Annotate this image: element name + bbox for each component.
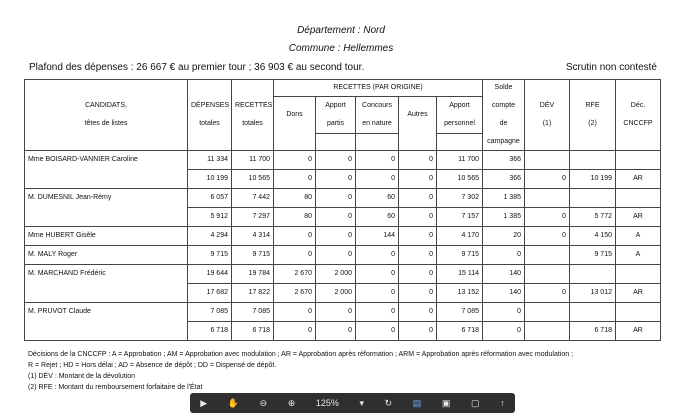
- cell-apport-perso: 10 565: [437, 170, 483, 189]
- cell-dons: 0: [274, 151, 316, 170]
- col-recettes-2: totales: [232, 115, 274, 134]
- table-row: [25, 227, 661, 246]
- col-dev-2: (1): [525, 115, 570, 134]
- col-depenses-2: totales: [188, 115, 232, 134]
- table-row: [25, 322, 661, 341]
- cell-apport-partis: 0: [316, 227, 356, 246]
- cell-depenses: 7 085: [188, 303, 232, 322]
- col-recettes-bottom: [232, 134, 274, 151]
- cell-concours: 0: [356, 246, 399, 265]
- cell-rfe: 4 150: [570, 227, 616, 246]
- col-dec-1: Déc.: [616, 97, 661, 116]
- cell-dec: A: [616, 246, 661, 265]
- cell-dev: [525, 265, 570, 284]
- cell-solde: 366: [483, 170, 525, 189]
- col-dons-bottom: [274, 134, 316, 151]
- cell-apport-perso: 7 157: [437, 208, 483, 227]
- cell-apport-partis: 2 000: [316, 284, 356, 303]
- cell-dec: [616, 189, 661, 208]
- cell-apport-perso: 11 700: [437, 151, 483, 170]
- col-candidats-top: [25, 80, 188, 97]
- table-row: [25, 246, 661, 265]
- cell-apport-partis: 0: [316, 303, 356, 322]
- cell-recettes: 19 784: [232, 265, 274, 284]
- cell-autres: 0: [399, 170, 437, 189]
- cell-apport-perso: 13 152: [437, 284, 483, 303]
- cell-apport-perso: 9 715: [437, 246, 483, 265]
- cell-autres: 0: [399, 265, 437, 284]
- cell-apport-partis: 2 000: [316, 265, 356, 284]
- hand-icon[interactable]: ✋: [227, 397, 240, 408]
- cell-dons: 80: [274, 208, 316, 227]
- pdf-toolbar: [190, 393, 515, 413]
- col-apport-perso-2: personnel: [437, 115, 483, 134]
- col-solde-1: Solde: [483, 80, 525, 97]
- col-apport-partis-bottom: [316, 134, 356, 151]
- cell-solde: 366: [483, 151, 525, 170]
- col-depenses-1: DÉPENSES: [188, 97, 232, 116]
- table-row: [25, 189, 661, 208]
- legend-dev: (1) DÉV : Montant de la dévolution: [28, 373, 136, 380]
- rotate-icon[interactable]: ↻: [384, 397, 393, 408]
- col-recettes-1: RECETTES: [232, 97, 274, 116]
- cell-dons: 80: [274, 189, 316, 208]
- cell-recettes: 7 297: [232, 208, 274, 227]
- table-row: [25, 284, 661, 303]
- cell-dev: 0: [525, 208, 570, 227]
- col-rfe-top: [570, 80, 616, 97]
- cell-dev: 0: [525, 284, 570, 303]
- cell-depenses: 4 294: [188, 227, 232, 246]
- cell-depenses: 11 334: [188, 151, 232, 170]
- col-candidats-1: CANDIDATS,: [25, 97, 188, 116]
- col-dec-bottom: [616, 134, 661, 151]
- col-solde-3: de: [483, 115, 525, 134]
- commune-title: Commune : Hellemmes: [288, 43, 394, 54]
- cell-concours: 0: [356, 303, 399, 322]
- cell-autres: 0: [399, 151, 437, 170]
- cell-recettes: 9 715: [232, 246, 274, 265]
- cell-dec: AR: [616, 208, 661, 227]
- cell-autres: 0: [399, 208, 437, 227]
- table-row: [25, 170, 661, 189]
- candidate-name: M. DUMESNIL Jean-Rémy: [25, 189, 188, 208]
- col-dons: Dons: [274, 97, 316, 134]
- cell-apport-partis: 0: [316, 322, 356, 341]
- cell-dons: 0: [274, 246, 316, 265]
- cell-apport-partis: 0: [316, 170, 356, 189]
- cell-solde: 140: [483, 265, 525, 284]
- cell-solde: 0: [483, 322, 525, 341]
- cell-solde: 20: [483, 227, 525, 246]
- zoom-level[interactable]: 125%: [315, 398, 339, 408]
- cell-rfe: [570, 303, 616, 322]
- cell-autres: 0: [399, 322, 437, 341]
- col-apport-partis-2: partis: [316, 115, 356, 134]
- cell-recettes: 10 565: [232, 170, 274, 189]
- cell-dec: [616, 303, 661, 322]
- table-row: [25, 265, 661, 284]
- cell-dev: 0: [525, 227, 570, 246]
- cell-apport-partis: 0: [316, 246, 356, 265]
- col-autres: Autres: [399, 97, 437, 134]
- candidate-name: Mme BOISARD-VANNIER Caroline: [25, 151, 188, 170]
- cell-dec: AR: [616, 322, 661, 341]
- results-table: [24, 79, 661, 341]
- cell-rfe: 6 718: [570, 322, 616, 341]
- candidate-name: Mme HUBERT Gisèle: [25, 227, 188, 246]
- cell-dev: 0: [525, 170, 570, 189]
- col-dec-top: [616, 80, 661, 97]
- cell-dons: 0: [274, 170, 316, 189]
- cell-concours: 144: [356, 227, 399, 246]
- cell-autres: 0: [399, 303, 437, 322]
- col-apport-perso-1: Apport: [437, 97, 483, 116]
- cell-concours: 0: [356, 284, 399, 303]
- comment-icon[interactable]: ▣: [441, 397, 451, 408]
- zoom-out-icon[interactable]: ⊖: [259, 397, 268, 408]
- cell-depenses: 19 644: [188, 265, 232, 284]
- pointer-icon[interactable]: ▶: [200, 397, 208, 408]
- departement-title: Département : Nord: [297, 25, 385, 36]
- cell-rfe: [570, 265, 616, 284]
- candidate-name: [25, 208, 188, 227]
- legend-rfe: (2) RFE : Montant du remboursement forfaitaire de l'État: [28, 384, 203, 391]
- cell-dons: 2 670: [274, 265, 316, 284]
- cell-dons: 0: [274, 303, 316, 322]
- cell-rfe: [570, 189, 616, 208]
- col-dev-bottom: [525, 134, 570, 151]
- col-concours-2: en nature: [356, 115, 399, 134]
- candidate-name: [25, 170, 188, 189]
- cell-solde: 1 385: [483, 189, 525, 208]
- cell-concours: 60: [356, 189, 399, 208]
- col-apport-perso-bottom: [437, 134, 483, 151]
- col-apport-partis-1: Apport: [316, 97, 356, 116]
- cell-depenses: 10 199: [188, 170, 232, 189]
- cell-dev: [525, 189, 570, 208]
- cell-autres: 0: [399, 227, 437, 246]
- col-recettes-top: [232, 80, 274, 97]
- table-row: [25, 303, 661, 322]
- cell-recettes: 7 085: [232, 303, 274, 322]
- col-dev-top: [525, 80, 570, 97]
- legend-decisions: Décisions de la CNCCFP : A = Approbation ; AM = Approbation avec modulation ; AR = Approbation après réformation ; ARM = Approbation après réformation avec modulation ;: [28, 351, 574, 358]
- cell-dec: A: [616, 227, 661, 246]
- zoom-dropdown-icon[interactable]: ▾: [359, 397, 365, 408]
- cell-rfe: 9 715: [570, 246, 616, 265]
- candidate-name: M. PRUVOT Claude: [25, 303, 188, 322]
- highlight-icon[interactable]: ▤: [412, 397, 422, 408]
- col-candidats-bottom: [25, 134, 188, 151]
- cell-rfe: 10 199: [570, 170, 616, 189]
- col-rfe-2: (2): [570, 115, 616, 134]
- cell-concours: 60: [356, 208, 399, 227]
- col-recettes-origine: RECETTES (PAR ORIGINE): [274, 80, 483, 97]
- cell-solde: 0: [483, 303, 525, 322]
- cell-recettes: 17 822: [232, 284, 274, 303]
- cell-apport-perso: 7 085: [437, 303, 483, 322]
- cell-depenses: 5 912: [188, 208, 232, 227]
- col-rfe-bottom: [570, 134, 616, 151]
- cell-solde: 1 385: [483, 208, 525, 227]
- cell-apport-partis: 0: [316, 151, 356, 170]
- share-icon[interactable]: ↑: [500, 398, 505, 408]
- cell-dec: AR: [616, 170, 661, 189]
- cell-dec: [616, 151, 661, 170]
- cell-dev: [525, 322, 570, 341]
- cell-concours: 0: [356, 151, 399, 170]
- col-depenses-bottom: [188, 134, 232, 151]
- cell-dec: AR: [616, 284, 661, 303]
- col-dec-2: CNCCFP: [616, 115, 661, 134]
- cell-rfe: 13 012: [570, 284, 616, 303]
- cell-concours: 0: [356, 322, 399, 341]
- cell-solde: 0: [483, 246, 525, 265]
- cell-autres: 0: [399, 246, 437, 265]
- cell-recettes: 6 718: [232, 322, 274, 341]
- plafond-depenses: Plafond des dépenses : 26 667 € au premier tour ; 36 903 € au second tour.: [29, 62, 365, 73]
- cell-dev: [525, 246, 570, 265]
- cell-rfe: 5 772: [570, 208, 616, 227]
- cell-recettes: 11 700: [232, 151, 274, 170]
- cell-concours: 0: [356, 170, 399, 189]
- cell-depenses: 9 715: [188, 246, 232, 265]
- col-depenses-top: [188, 80, 232, 97]
- legend-decisions-2: R = Rejet ; HD = Hors délai ; AD = Absence de dépôt ; DD = Dispensé de dépôt.: [28, 362, 277, 369]
- cell-depenses: 17 682: [188, 284, 232, 303]
- candidate-name: [25, 322, 188, 341]
- table-row: [25, 208, 661, 227]
- cell-depenses: 6 057: [188, 189, 232, 208]
- legend: [28, 349, 573, 393]
- cell-dons: 0: [274, 322, 316, 341]
- cell-autres: 0: [399, 189, 437, 208]
- cell-apport-perso: 6 718: [437, 322, 483, 341]
- cell-apport-partis: 0: [316, 208, 356, 227]
- cell-dons: 2 670: [274, 284, 316, 303]
- cell-solde: 140: [483, 284, 525, 303]
- col-solde-2: compte: [483, 97, 525, 116]
- cell-rfe: [570, 151, 616, 170]
- cell-apport-perso: 15 114: [437, 265, 483, 284]
- cell-recettes: 4 314: [232, 227, 274, 246]
- cell-autres: 0: [399, 284, 437, 303]
- table-row: [25, 151, 661, 170]
- cell-dons: 0: [274, 227, 316, 246]
- scrutin-status: Scrutin non contesté: [565, 62, 657, 73]
- col-candidats-2: têtes de listes: [25, 115, 188, 134]
- zoom-in-icon[interactable]: ⊕: [287, 397, 296, 408]
- col-autres-bottom: [399, 134, 437, 151]
- cell-apport-partis: 0: [316, 189, 356, 208]
- col-dev-1: DÉV: [525, 97, 570, 116]
- cell-recettes: 7 442: [232, 189, 274, 208]
- col-concours-bottom: [356, 134, 399, 151]
- cell-dev: [525, 303, 570, 322]
- col-rfe-1: RFE: [570, 97, 616, 116]
- cell-dec: [616, 265, 661, 284]
- cell-depenses: 6 718: [188, 322, 232, 341]
- candidate-name: M. MALY Roger: [25, 246, 188, 265]
- col-solde-4: campagne: [483, 134, 525, 151]
- cell-apport-perso: 4 170: [437, 227, 483, 246]
- candidate-name: M. MARCHAND Frédéric: [25, 265, 188, 284]
- candidate-name: [25, 284, 188, 303]
- col-concours-1: Concours: [356, 97, 399, 116]
- cell-dev: [525, 151, 570, 170]
- cell-apport-perso: 7 302: [437, 189, 483, 208]
- fit-page-icon[interactable]: ▢: [471, 397, 480, 408]
- cell-concours: 0: [356, 265, 399, 284]
